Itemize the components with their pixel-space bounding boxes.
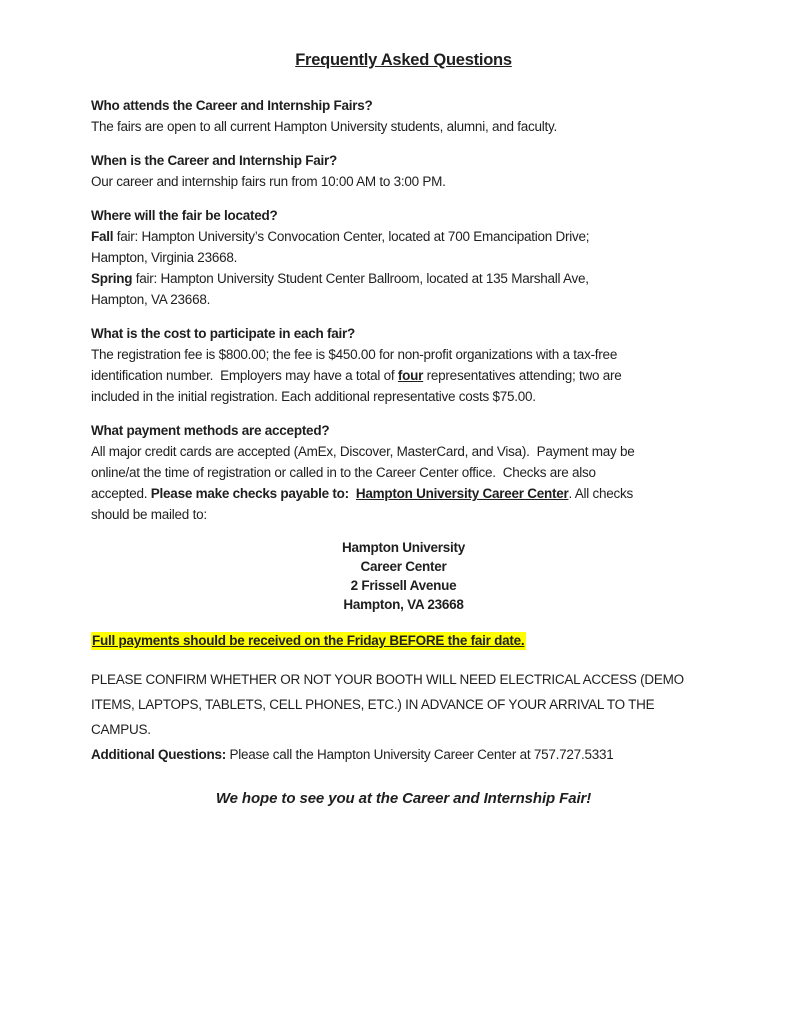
question-heading: Who attends the Career and Internship Fairs? [91,98,373,113]
highlighted-text: Full payments should be received on the Friday BEFORE the fair date. [92,633,525,648]
fall-location-line2: Hampton, Virginia 23668. [91,250,238,265]
answer-text: The fairs are open to all current Hampton University students, alumni, and faculty. [91,119,557,134]
payment-answer-line4: should be mailed to: [91,507,207,522]
payment-answer-line2: online/at the time of registration or called in to the Career Center office. Checks are also [91,465,596,480]
electrical-line3: CAMPUS. [91,722,151,737]
address-city: Hampton, VA 23668 [343,597,464,612]
cost-answer-line2 [91,365,716,386]
address-street: 2 Frissell Avenue [350,578,457,593]
payee-name-underlined: Hampton University Career Center [355,486,569,501]
spring-location-text: fair: Hampton University Student Center Ballroom, located at 135 Marshall Ave, [132,271,589,286]
electrical-access-notice [91,667,716,742]
spring-location-line2: Hampton, VA 23668. [91,292,211,307]
address-dept: Career Center [360,559,447,574]
payment-line3-pre: accepted. [91,486,151,501]
address-org: Hampton University [341,540,466,555]
additional-questions-label: Additional Questions: [91,747,226,762]
four-emphasis: four [397,368,424,383]
spring-label: Spring [91,271,133,286]
faq-section-when [91,150,716,192]
closing-message: We hope to see you at the Career and Internship Fair! [215,790,592,807]
page-title: Frequently Asked Questions [295,51,512,69]
cost-answer-line1: The registration fee is $800.00; the fee is $450.00 for non-profit organizations with a tax-free [91,347,618,362]
fall-label: Fall [91,229,114,244]
electrical-line1: PLEASE CONFIRM WHETHER OR NOT YOUR BOOTH WILL NEED ELECTRICAL ACCESS (DEMO [91,672,684,687]
answer-text: Our career and internship fairs run from 10:00 AM to 3:00 PM. [91,174,446,189]
faq-section-who-attends [91,95,716,137]
checks-payable-bold: Please make checks payable to: [150,486,356,501]
cost-line2-pre: identification number. Employers may have a total of [91,368,398,383]
mailing-address-block [91,538,716,614]
question-heading: When is the Career and Internship Fair? [91,153,338,168]
electrical-line2: ITEMS, LAPTOPS, TABLETS, CELL PHONES, ETC.) IN ADVANCE OF YOUR ARRIVAL TO THE [91,697,655,712]
question-heading: Where will the fair be located? [91,208,278,223]
payment-line3-post: . All checks [568,486,634,501]
additional-questions-text: Please call the Hampton University Career Center at 757.727.5331 [226,747,614,762]
question-heading: What payment methods are accepted? [91,423,330,438]
faq-section-cost [91,323,716,407]
faq-section-location [91,205,716,310]
faq-section-payment [91,420,716,525]
spring-location-line [91,268,716,289]
payment-answer-line1: All major credit cards are accepted (AmEx, Discover, MasterCard, and Visa). Payment may be [91,444,635,459]
question-heading: What is the cost to participate in each fair? [91,326,356,341]
cost-line2-post: representatives attending; two are [423,368,622,383]
fall-location-text: fair: Hampton University’s Convocation Center, located at 700 Emancipation Drive; [113,229,590,244]
cost-answer-line3: included in the initial registration. Each additional representative costs $75.00. [91,389,536,404]
payment-answer-line3 [91,483,716,504]
payment-deadline-notice [91,630,716,651]
document-content [91,50,716,809]
fall-location-line [91,226,716,247]
additional-questions [91,744,716,765]
